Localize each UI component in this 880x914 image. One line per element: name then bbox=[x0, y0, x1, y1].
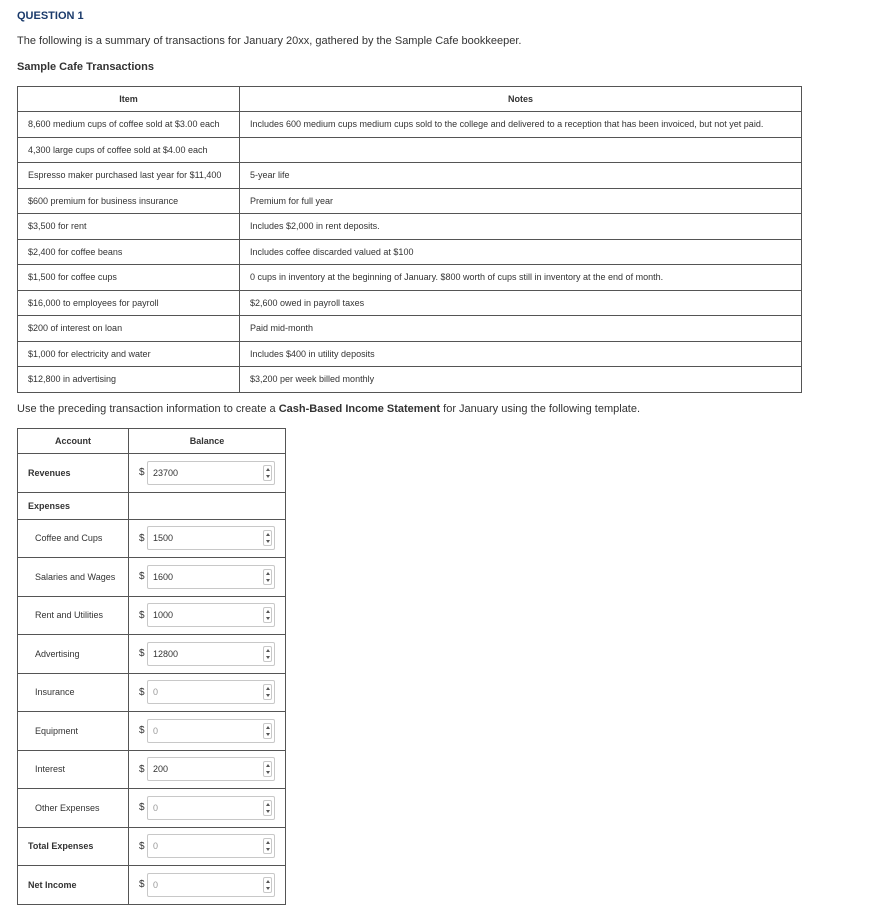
notes-cell: Includes $2,000 in rent deposits. bbox=[240, 214, 802, 240]
insurance-label: Insurance bbox=[18, 673, 129, 712]
spinner[interactable] bbox=[263, 684, 272, 700]
insurance-placeholder: 0 bbox=[153, 687, 159, 698]
row-equipment bbox=[18, 712, 286, 751]
decrement-arrow-icon[interactable] bbox=[266, 617, 270, 620]
table-title: Sample Cafe Transactions bbox=[17, 61, 154, 73]
decrement-arrow-icon[interactable] bbox=[266, 810, 270, 813]
notes-cell: Includes 600 medium cups medium cups sold to the college and delivered to a reception that has been invoiced, but not yet paid. bbox=[240, 112, 802, 138]
decrement-arrow-icon[interactable] bbox=[266, 733, 270, 736]
table-row bbox=[18, 265, 802, 291]
coffee-cups-label: Coffee and Cups bbox=[18, 519, 129, 558]
spinner[interactable] bbox=[263, 530, 272, 546]
total-expenses-input[interactable] bbox=[147, 834, 275, 858]
item-cell: Espresso maker purchased last year for $11,400 bbox=[18, 163, 240, 189]
advertising-label: Advertising bbox=[18, 635, 129, 674]
item-cell: $2,400 for coffee beans bbox=[18, 239, 240, 265]
currency-symbol: $ bbox=[139, 532, 145, 544]
increment-arrow-icon[interactable] bbox=[266, 468, 270, 471]
decrement-arrow-icon[interactable] bbox=[266, 848, 270, 851]
rent-utilities-value: 1000 bbox=[153, 610, 174, 621]
row-revenues bbox=[18, 454, 286, 493]
net-income-placeholder: 0 bbox=[153, 879, 159, 890]
notes-cell: $2,600 owed in payroll taxes bbox=[240, 290, 802, 316]
instructions-bold: Cash-Based Income Statement bbox=[278, 403, 441, 415]
decrement-arrow-icon[interactable] bbox=[266, 656, 270, 659]
salaries-input[interactable] bbox=[147, 565, 275, 589]
table-row bbox=[18, 214, 802, 240]
total-expenses-label: Total Expenses bbox=[18, 827, 129, 866]
notes-cell: Includes $400 in utility deposits bbox=[240, 341, 802, 367]
table-row bbox=[18, 137, 802, 163]
currency-symbol: $ bbox=[139, 686, 145, 698]
net-income-input[interactable] bbox=[147, 873, 275, 897]
revenues-input[interactable] bbox=[147, 461, 275, 485]
notes-cell: Includes coffee discarded valued at $100 bbox=[240, 239, 802, 265]
advertising-input[interactable] bbox=[147, 642, 275, 666]
row-net-income bbox=[18, 866, 286, 905]
insurance-input[interactable] bbox=[147, 680, 275, 704]
increment-arrow-icon[interactable] bbox=[266, 649, 270, 652]
increment-arrow-icon[interactable] bbox=[266, 841, 270, 844]
item-cell: 8,600 medium cups of coffee sold at $3.00 each bbox=[18, 112, 240, 138]
question-label: QUESTION 1 bbox=[17, 10, 84, 22]
rent-utilities-input[interactable] bbox=[147, 603, 275, 627]
header-item: Item bbox=[18, 87, 240, 112]
salaries-label: Salaries and Wages bbox=[18, 558, 129, 597]
header-notes: Notes bbox=[240, 87, 802, 112]
other-expenses-input[interactable] bbox=[147, 796, 275, 820]
coffee-cups-value: 1500 bbox=[153, 533, 174, 544]
table-row bbox=[18, 290, 802, 316]
increment-arrow-icon[interactable] bbox=[266, 533, 270, 536]
item-cell: $12,800 in advertising bbox=[18, 367, 240, 393]
salaries-value: 1600 bbox=[153, 571, 174, 582]
table-row bbox=[18, 239, 802, 265]
table-row bbox=[18, 163, 802, 189]
empty-cell bbox=[129, 492, 286, 519]
spinner[interactable] bbox=[263, 569, 272, 585]
currency-symbol: $ bbox=[139, 763, 145, 775]
decrement-arrow-icon[interactable] bbox=[266, 771, 270, 774]
currency-symbol: $ bbox=[139, 802, 145, 814]
row-other-expenses bbox=[18, 789, 286, 828]
other-expenses-placeholder: 0 bbox=[153, 802, 159, 813]
spinner[interactable] bbox=[263, 607, 272, 623]
spinner[interactable] bbox=[263, 800, 272, 816]
spinner[interactable] bbox=[263, 465, 272, 481]
rent-utilities-label: Rent and Utilities bbox=[18, 596, 129, 635]
notes-cell: $3,200 per week billed monthly bbox=[240, 367, 802, 393]
item-cell: $16,000 to employees for payroll bbox=[18, 290, 240, 316]
notes-cell: Paid mid-month bbox=[240, 316, 802, 342]
currency-symbol: $ bbox=[139, 879, 145, 891]
row-coffee-cups bbox=[18, 519, 286, 558]
instructions-before: Use the preceding transaction information to create a bbox=[17, 403, 279, 415]
increment-arrow-icon[interactable] bbox=[266, 610, 270, 613]
notes-cell bbox=[240, 137, 802, 163]
spinner[interactable] bbox=[263, 877, 272, 893]
expenses-label: Expenses bbox=[18, 492, 129, 519]
row-expenses-header bbox=[18, 492, 286, 519]
currency-symbol: $ bbox=[139, 840, 145, 852]
instructions-after: for January using the following template. bbox=[440, 403, 641, 415]
decrement-arrow-icon[interactable] bbox=[266, 579, 270, 582]
spinner[interactable] bbox=[263, 761, 272, 777]
increment-arrow-icon[interactable] bbox=[266, 726, 270, 729]
instructions-text bbox=[17, 403, 640, 415]
notes-cell: Premium for full year bbox=[240, 188, 802, 214]
table-row bbox=[18, 188, 802, 214]
row-advertising bbox=[18, 635, 286, 674]
intro-text: The following is a summary of transactions for January 20xx, gathered by the Sample Cafe bookkeeper. bbox=[17, 35, 522, 47]
currency-symbol: $ bbox=[139, 725, 145, 737]
decrement-arrow-icon[interactable] bbox=[266, 887, 270, 890]
item-cell: $600 premium for business insurance bbox=[18, 188, 240, 214]
decrement-arrow-icon[interactable] bbox=[266, 475, 270, 478]
equipment-label: Equipment bbox=[18, 712, 129, 751]
currency-symbol: $ bbox=[139, 467, 145, 479]
advertising-value: 12800 bbox=[153, 648, 179, 659]
equipment-placeholder: 0 bbox=[153, 725, 159, 736]
row-total-expenses bbox=[18, 827, 286, 866]
revenues-value: 23700 bbox=[153, 467, 179, 478]
net-income-label: Net Income bbox=[18, 866, 129, 905]
decrement-arrow-icon[interactable] bbox=[266, 694, 270, 697]
header-account: Account bbox=[18, 429, 129, 454]
income-statement-table bbox=[17, 428, 286, 905]
interest-input[interactable] bbox=[147, 757, 275, 781]
revenues-label: Revenues bbox=[18, 454, 129, 493]
item-cell: 4,300 large cups of coffee sold at $4.00 each bbox=[18, 137, 240, 163]
increment-arrow-icon[interactable] bbox=[266, 572, 270, 575]
interest-value: 200 bbox=[153, 764, 169, 775]
currency-symbol: $ bbox=[139, 571, 145, 583]
row-interest bbox=[18, 750, 286, 789]
notes-cell: 5-year life bbox=[240, 163, 802, 189]
currency-symbol: $ bbox=[139, 609, 145, 621]
spinner[interactable] bbox=[263, 723, 272, 739]
row-salaries bbox=[18, 558, 286, 597]
increment-arrow-icon[interactable] bbox=[266, 687, 270, 690]
table-row bbox=[18, 367, 802, 393]
item-cell: $200 of interest on loan bbox=[18, 316, 240, 342]
equipment-input[interactable] bbox=[147, 719, 275, 743]
header-balance: Balance bbox=[129, 429, 286, 454]
spinner[interactable] bbox=[263, 838, 272, 854]
transactions-table bbox=[17, 86, 802, 393]
item-cell: $1,500 for coffee cups bbox=[18, 265, 240, 291]
coffee-cups-input[interactable] bbox=[147, 526, 275, 550]
currency-symbol: $ bbox=[139, 648, 145, 660]
increment-arrow-icon[interactable] bbox=[266, 803, 270, 806]
notes-cell: 0 cups in inventory at the beginning of January. $800 worth of cups still in inventory at the end of month. bbox=[240, 265, 802, 291]
other-expenses-label: Other Expenses bbox=[18, 789, 129, 828]
table-row bbox=[18, 112, 802, 138]
spinner[interactable] bbox=[263, 646, 272, 662]
row-rent-utilities bbox=[18, 596, 286, 635]
increment-arrow-icon[interactable] bbox=[266, 880, 270, 883]
row-insurance bbox=[18, 673, 286, 712]
decrement-arrow-icon[interactable] bbox=[266, 540, 270, 543]
item-cell: $1,000 for electricity and water bbox=[18, 341, 240, 367]
table-row bbox=[18, 341, 802, 367]
table-row bbox=[18, 316, 802, 342]
increment-arrow-icon[interactable] bbox=[266, 764, 270, 767]
item-cell: $3,500 for rent bbox=[18, 214, 240, 240]
interest-label: Interest bbox=[18, 750, 129, 789]
total-expenses-placeholder: 0 bbox=[153, 841, 159, 852]
